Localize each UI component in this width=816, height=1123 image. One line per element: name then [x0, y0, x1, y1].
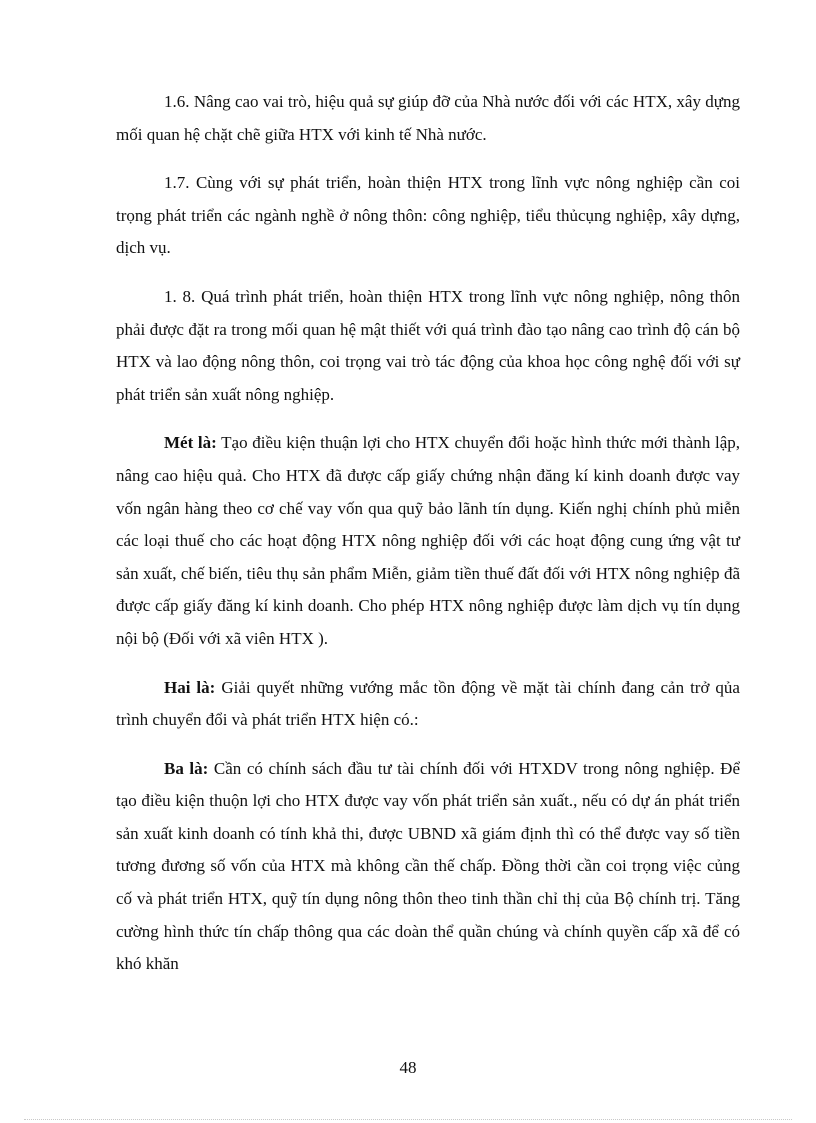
paragraph-text: 1.6. Nâng cao vai trò, hiệu quả sự giúp đỡ của Nhà nước đối với các HTX, xây dựng mối quan hệ chặt chẽ giữa HTX với kinh tế Nhà nước.	[116, 92, 740, 144]
paragraph-text: Cần có chính sách đầu tư tài chính đối với HTXDV trong nông nghiệp. Để tạo điều kiện thuộn lợi cho HTX được vay vốn phát triển sản xuất., nếu có dự án phát triển sản xuất kinh doanh có tính khả thi, được UBND xã giám định thì có thể được vay số tiền tương đương số vốn của HTX mà không cần thế chấp. Đồng thời cần coi trọng việc củng cố và phát triển HTX, quỹ tín dụng nông thôn theo tinh thần chỉ thị của Bộ chính trị. Tăng cường hình thức tín chấp thông qua các doàn thể quần chúng và chính quyền cấp xã để có khó khăn	[116, 758, 740, 974]
paragraph-1-7	[116, 167, 740, 265]
paragraph-mot-la	[116, 427, 740, 655]
paragraph-lead: Hai là:	[164, 677, 216, 697]
paragraph-1-6	[116, 86, 740, 151]
paragraph-lead: Ba là:	[164, 758, 209, 778]
paragraph-hai-la	[116, 672, 740, 737]
document-body	[116, 86, 740, 997]
paragraph-lead: Mét là:	[164, 433, 217, 453]
page-number: 48	[399, 1058, 417, 1077]
paragraph-ba-la	[116, 753, 740, 981]
paragraph-text: 1. 8. Quá trình phát triển, hoàn thiện HTX trong lĩnh vực nông nghiệp, nông thôn phải được đặt ra trong mối quan hệ mật thiết với quá trình đào tạo nâng cao trình độ cán bộ HTX và lao động nông thôn, coi trọng vai trò tác động của khoa học công nghệ đối với sự phát triển sản xuất nông nghiệp.	[116, 286, 740, 404]
paragraph-text: Tạo điều kiện thuận lợi cho HTX chuyển đổi hoặc hình thức mới thành lập, nâng cao hiệu quả. Cho HTX đã được cấp giấy chứng nhận đăng kí kinh doanh được vay vốn ngân hàng theo cơ chế vay vốn qua quỹ bảo lãnh tín dụng. Kiến nghị chính phủ miễn các loại thuế cho các hoạt động HTX nông nghiệp đối với các hoạt động cung ứng vật tư sản xuất, chế biến, tiêu thụ sản phẩm Miễn, giảm tiền thuế đất đối với HTX nông nghiệp đã được cấp giấy đăng kí kinh doanh. Cho phép HTX nông nghiệp được làm dịch vụ tín dụng nội bộ (Đối với xã viên HTX ).	[116, 433, 740, 648]
paragraph-text: 1.7. Cùng với sự phát triển, hoàn thiện HTX trong lĩnh vực nông nghiệp cần coi trọng phát triển các ngành nghề ở nông thôn: công nghiệp, tiểu thủcụng nghiệp, xây dựng, dịch vụ.	[116, 173, 740, 258]
paragraph-text: Giải quyết những vướng mắc tồn động về mặt tài chính đang cản trở qủa trình chuyển đổi và phát triển HTX hiện có.:	[116, 677, 740, 730]
page-bottom-divider	[24, 1119, 792, 1120]
paragraph-1-8	[116, 281, 740, 411]
